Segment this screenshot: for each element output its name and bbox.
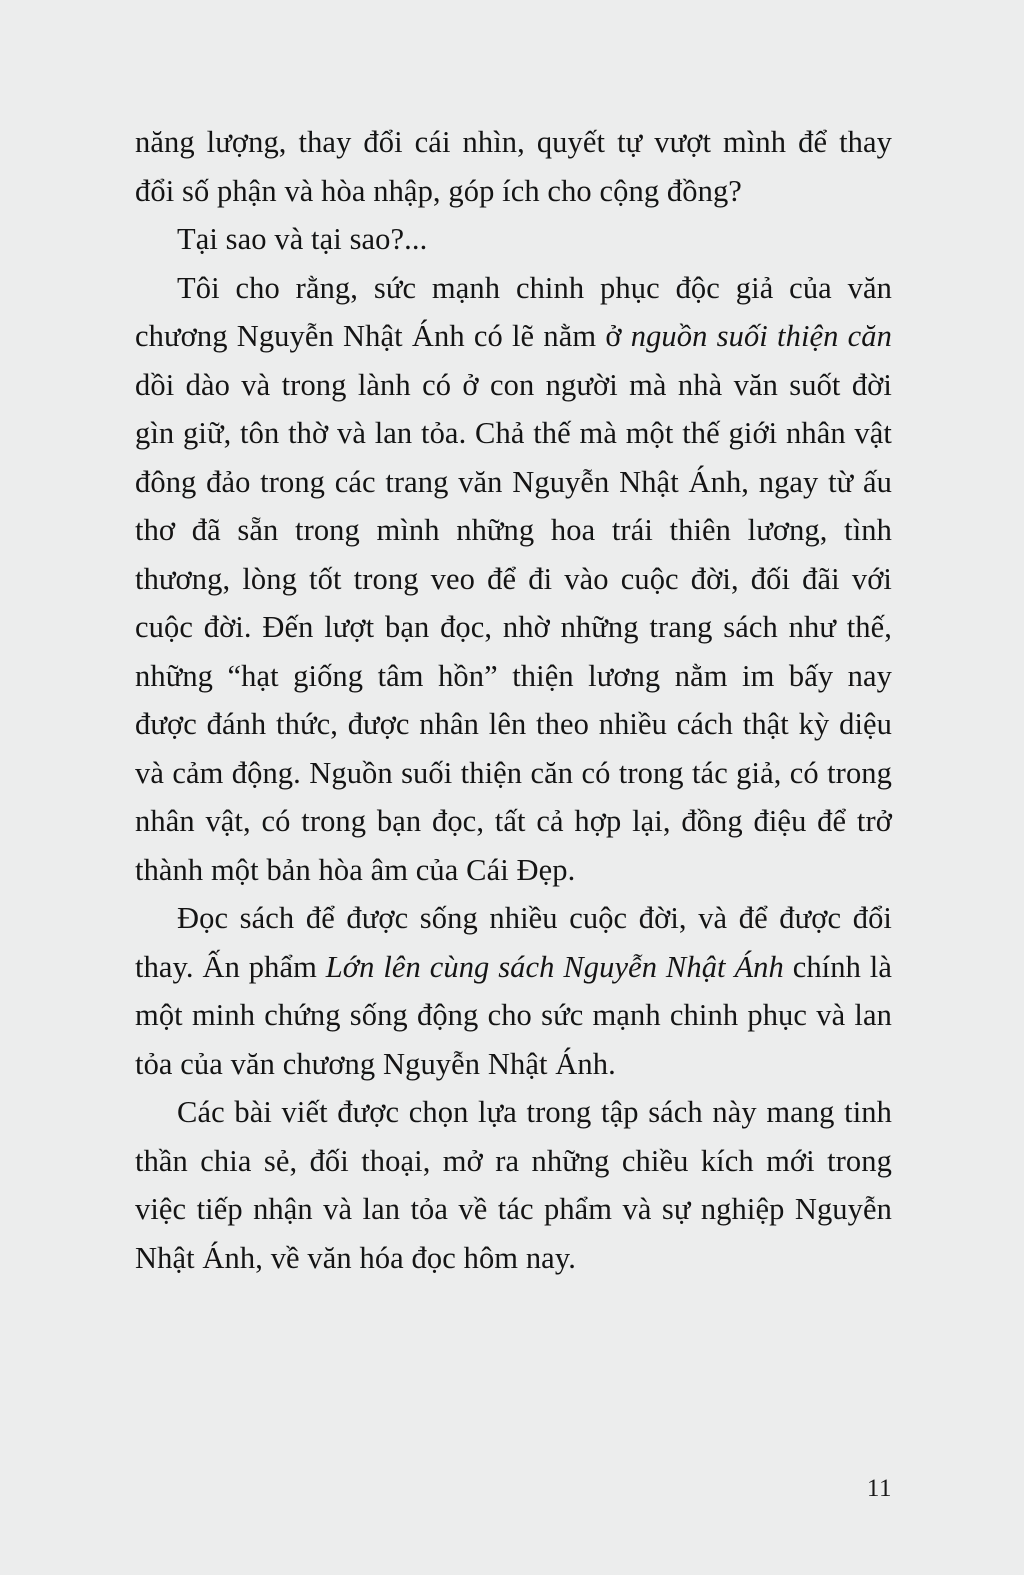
text-run: Tại sao và tại sao?...: [177, 222, 428, 256]
paragraph: [135, 894, 892, 1088]
text-run: Tôi cho rằng, sức mạnh chinh phục độc giả của văn chương Nguyễn Nhật Ánh có lẽ nằm ở: [135, 270, 892, 353]
text-run: chính là một minh chứng sống động cho sức mạnh chinh phục và lan tỏa của văn chương Nguyễn Nhật Ánh.: [135, 949, 892, 1081]
emphasis-text: nguồn suối thiện căn: [630, 319, 893, 353]
text-run: Các bài viết được chọn lựa trong tập sách này mang tinh thần chia sẻ, đối thoại, mở ra những chiều kích mới trong việc tiếp nhận và lan tỏa về tác phẩm và sự nghiệp Nguyễn Nhật Ánh, về văn hóa đọc hôm nay.: [135, 1095, 892, 1275]
paragraph: [135, 118, 892, 215]
emphasis-text: Lớn lên cùng sách Nguyễn Nhật Ánh: [325, 949, 784, 984]
paragraph: [135, 1088, 892, 1282]
page-number: 11: [866, 1475, 892, 1502]
paragraph: [135, 215, 892, 264]
text-run: năng lượng, thay đổi cái nhìn, quyết tự vượt mình để thay đổi số phận và hòa nhập, góp ích cho cộng đồng?: [135, 125, 892, 208]
text-run: Đọc sách để được sống nhiều cuộc đời, và để được đổi thay. Ấn phẩm: [135, 901, 892, 984]
page-body: [135, 118, 892, 1282]
paragraph: [135, 264, 892, 895]
text-run: dồi dào và trong lành có ở con người mà nhà văn suốt đời gìn giữ, tôn thờ và lan tỏa. Chả thế mà một thế giới nhân vật đông đảo trong các trang văn Nguyễn Nhật Ánh, ngay từ ấu thơ đã sẵn trong mình những hoa trái thiên lương, tình thương, lòng tốt trong veo để đi vào cuộc đời, đối đãi với cuộc đời. Đến lượt bạn đọc, nhờ những trang sách như thế, những “hạt giống tâm hồn” thiện lương nằm im bấy nay được đánh thức, được nhân lên theo nhiều cách thật kỳ diệu và cảm động. Nguồn suối thiện căn có trong tác giả, có trong nhân vật, có trong bạn đọc, tất cả hợp lại, đồng điệu để trở thành một bản hòa âm của Cái Đẹp.: [135, 367, 892, 887]
